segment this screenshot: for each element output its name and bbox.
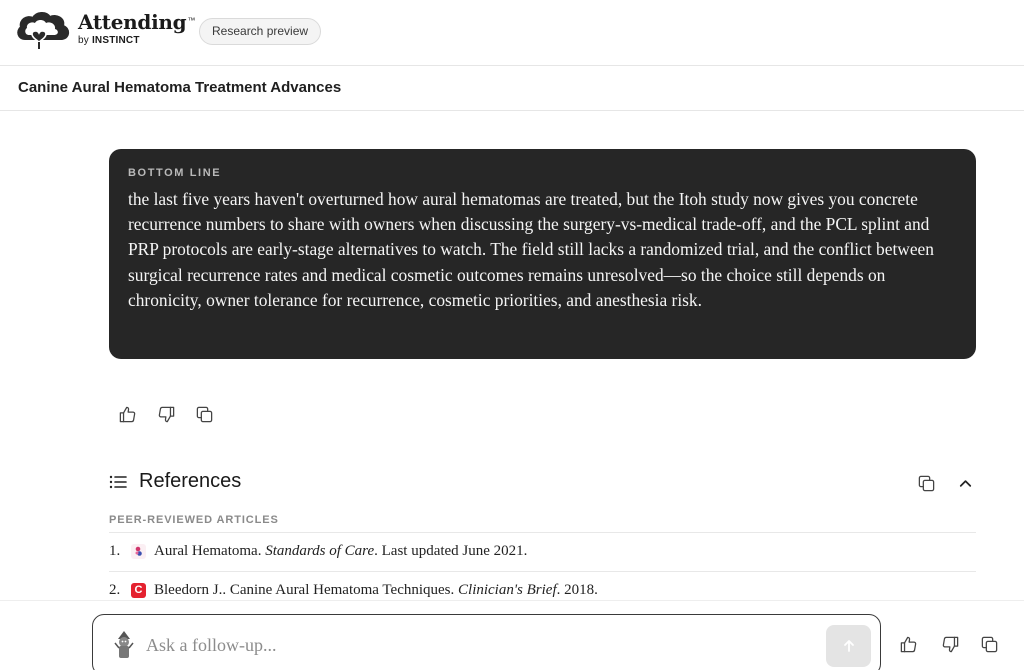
brand[interactable]: [78, 10, 195, 46]
assistant-avatar-icon: [112, 629, 136, 661]
follow-up-input[interactable]: [146, 631, 806, 659]
reference-title: Bleedorn J.. Canine Aural Hematoma Techniques.: [154, 581, 459, 598]
divider: [109, 532, 976, 533]
copy-icon[interactable]: [193, 403, 215, 425]
peer-reviewed-label: PEER-REVIEWED ARTICLES: [109, 514, 279, 526]
bottom-line-label: BOTTOM LINE: [128, 167, 222, 179]
clinicians-brief-icon: C: [131, 583, 146, 598]
thumbs-up-icon[interactable]: [897, 633, 919, 655]
thumbs-up-icon[interactable]: [116, 403, 138, 425]
divider: [109, 571, 976, 572]
standards-of-care-icon: [131, 544, 146, 559]
reference-item[interactable]: [109, 580, 976, 600]
bottom-line-text: the last five years haven't overturned how aural hematomas are treated, but the Itoh study now gives you concrete recurrence numbers to share with owners when discussing the surgery-vs-medical trade-off, and the PCL splint and PRP protocols are early-stage alternatives to watch. The field still lacks a randomized trial, and the conflict between surgical recurrence rates and medical cosmetic outcomes remains unresolved—so the choice still depends on chronicity, owner tolerance for recurrence, cosmetic priorities, and anesthesia risk.: [128, 189, 934, 310]
brand-trademark: ™: [187, 15, 196, 25]
reference-date: . Last updated June 2021.: [374, 542, 528, 559]
brand-company: INSTINCT: [91, 35, 140, 46]
reference-number: 2.: [109, 581, 121, 598]
references-title: References: [139, 470, 242, 492]
reference-source: Clinician's Brief: [458, 581, 557, 598]
brand-by: by: [78, 35, 89, 46]
page-title: Canine Aural Hematoma Treatment Advances: [18, 79, 342, 96]
reference-item[interactable]: [109, 541, 976, 561]
reference-number: 1.: [109, 542, 121, 559]
arrow-up-icon: [842, 639, 856, 653]
references-header: [109, 470, 976, 496]
reference-title: Aural Hematoma.: [154, 542, 266, 559]
send-button[interactable]: [826, 625, 871, 667]
copy-icon[interactable]: [978, 633, 1000, 655]
chevron-up-icon[interactable]: [954, 472, 976, 494]
brand-subtitle: [78, 35, 195, 46]
top-bar: [0, 0, 1024, 66]
research-preview-badge: Research preview: [199, 18, 321, 45]
list-icon: [109, 474, 127, 490]
reference-source: Standards of Care: [265, 542, 375, 559]
brand-name: Attending: [78, 10, 187, 34]
copy-references-icon[interactable]: [915, 472, 937, 494]
title-bar: [0, 66, 1024, 111]
thumbs-down-icon[interactable]: [939, 633, 961, 655]
reference-date: . 2018.: [556, 581, 598, 598]
attending-logo-icon[interactable]: [15, 9, 75, 53]
thumbs-down-icon[interactable]: [155, 403, 177, 425]
follow-up-composer: [92, 614, 881, 670]
bottom-line-card: [109, 149, 976, 359]
